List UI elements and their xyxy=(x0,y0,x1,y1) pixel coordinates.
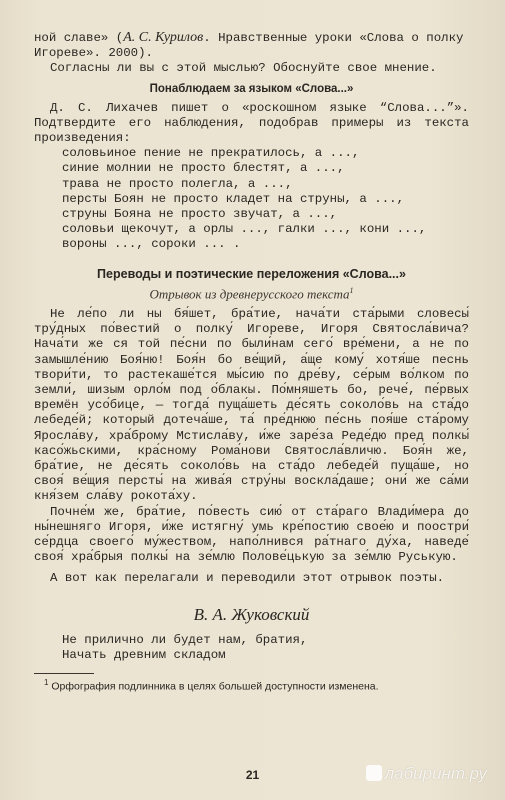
excerpt-label xyxy=(34,286,469,302)
poem-line: Не прилично ли будет нам, братия, xyxy=(62,632,308,647)
list-item: персты Боян не просто кладет на струны, а ..., xyxy=(62,191,405,206)
list-item: трава не просто полегла, а ..., xyxy=(62,176,293,191)
section1-intro: Д. С. Лихачев пишет о «роскошном языке “Слова...”». Подтвердите его наблюдения, подобрав примеры из текста произведения: xyxy=(34,100,469,146)
poem xyxy=(34,633,469,663)
footnote-text: Орфография подлинника в целях большей доступности изменена. xyxy=(51,680,379,693)
transition-sentence: А вот как перелагали и переводили этот отрывок поэты. xyxy=(50,571,445,586)
footnote-rule xyxy=(34,673,94,674)
list-item: соловьи щекочут, а орлы ..., галки ..., кони ..., вороны ..., сороки ... . xyxy=(62,222,427,252)
section1-heading: Понаблюдаем за языком «Слова...» xyxy=(149,82,354,95)
old-russian-text xyxy=(34,307,469,587)
footnote-mark: 1 xyxy=(44,678,49,688)
section1-body xyxy=(34,101,469,253)
footnote-ref: 1 xyxy=(349,285,354,295)
quote-author: А. С. Курилов xyxy=(123,30,204,45)
list-item: соловьиное пение не прекратилось, а ..., xyxy=(62,146,360,161)
question-text: Согласны ли вы с этой мыслью? Обоснуйте свое мнение. xyxy=(50,61,437,76)
quote-tail: ной славе» ( xyxy=(34,31,124,45)
quote-source xyxy=(34,30,469,61)
labirint-logo-icon xyxy=(366,765,382,781)
watermark xyxy=(366,764,487,784)
top-text-block xyxy=(34,30,469,77)
list-item: синие молнии не просто блестят, а ..., xyxy=(62,161,345,176)
footnote xyxy=(34,678,469,693)
section2-heading: Переводы и поэтические переложения «Слова...» xyxy=(97,266,406,281)
page-number: 21 xyxy=(245,768,260,782)
old-text-paragraph-1: Не ле́по ли ны бя́шет, бра́тие, нача́ти ста́рыми словесы́ тру́дных по́вестий о полку́ Игореве, Игоря Святосла́вича? Нача́ти же ся той пе́сни по были́нам сего́ вре́мени, а не по замышле́нию Боя́ню! Боя́н бо ве́щий, а́ще кому́ хотя́ше песнь твори́ти, то растекаше́тся мы́сию по дре́ву, се́рым во́лком по земли́, шизым орло́м под о́блакы. По́мняшеть бо, рече́, пе́рвых времён усо́бице, — тогда́ пуща́шеть де́сять соколо́вь на ста́до лебеде́й; который дотеча́ше, та́ пре́днюю пе́снь поя́ше ста́рому Яросла́ву, хра́брому Мстисла́ву, и́же заре́за Реде́дю пред полкы́ касо́жьскими, кра́сному Рома́нови Святосла́вличю. Боя́н же, бра́тие, не де́сять соколо́вь на ста́до лебеде́й пуща́ше, но своя́ ве́щия персты́ на жива́я стру́ны воскла́даше; они́ же са́ми кня́зем сла́ву рокота́ху. xyxy=(34,306,469,504)
old-text-paragraph-2: Почне́м же, бра́тие, по́весть сию́ от ста́раго Влади́мера до ны́нешняго Игоря, и́же истягну́ умь кре́постию свое́ю и поостри́ се́рдца своего́ му́жеством, напо́лнився ра́тнаго ду́ха, наведе́ своя́ хра́брыя полкы́ на зе́млю Полове́цькую за зе́млю Руськую. xyxy=(34,504,469,565)
watermark-text: лабиринт.ру xyxy=(384,764,487,783)
excerpt-label-text: Отрывок из древнерусского текста xyxy=(149,285,350,301)
quote-source-title: . Нравственные уроки «Слова о полку Игореве». 2000). xyxy=(34,31,464,61)
poet-name: В. А. Жуковский xyxy=(193,604,310,624)
poem-line: Начать древним складом xyxy=(62,647,226,662)
list-item: струны Бояна не просто звучат, а ..., xyxy=(62,207,338,222)
